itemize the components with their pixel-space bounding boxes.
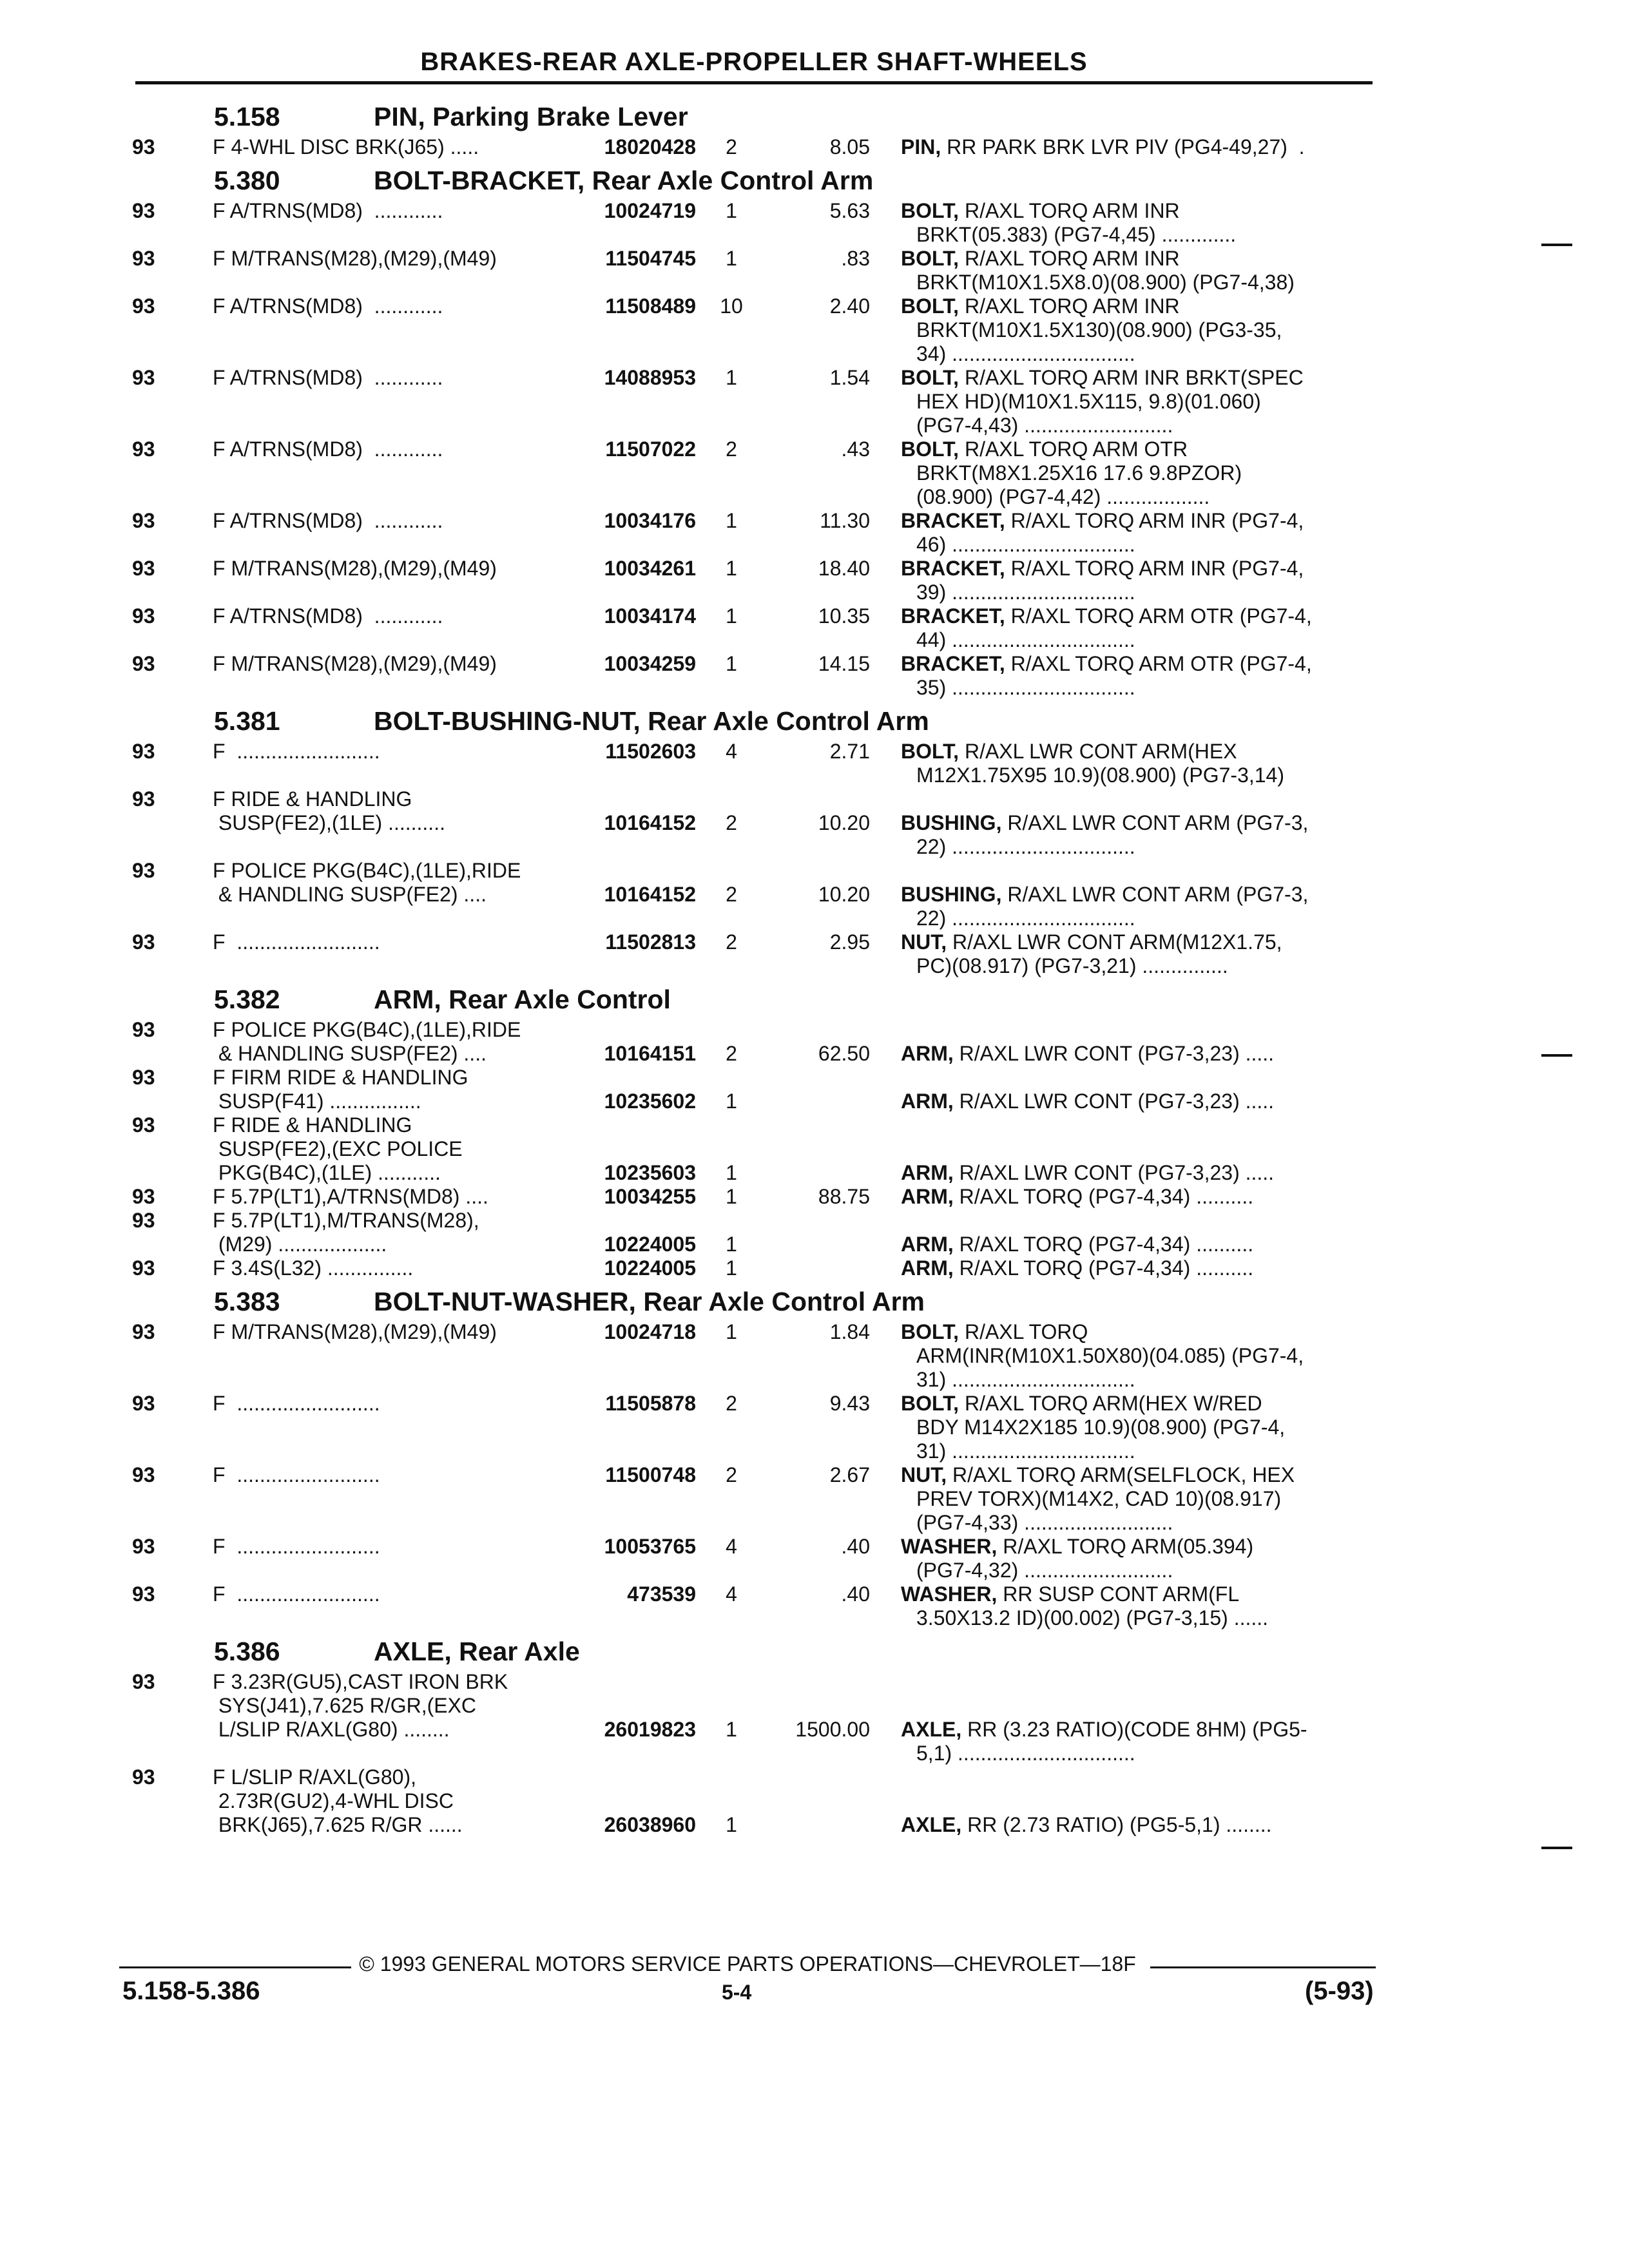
price: 10.20: [818, 883, 870, 906]
model-code: 93: [132, 135, 155, 159]
usage-line: F A/TRNS(MD8) ............: [213, 604, 443, 628]
usage-line: SUSP(FE2),(EXC POLICE: [213, 1137, 463, 1160]
section-heading: [0, 162, 1629, 199]
description-line: BRKT(M10X1.5X8.0)(08.900) (PG7-4,38): [916, 271, 1295, 294]
part-name-keyword: WASHER,: [901, 1535, 998, 1558]
part-row: [0, 1018, 1629, 1066]
part-number: 10164152: [604, 883, 696, 906]
footer-rule-left: [119, 1966, 351, 1968]
section-number: 5.381: [214, 706, 280, 736]
part-name-keyword: NUT,: [901, 930, 947, 954]
usage-line: SUSP(F41) ................: [213, 1090, 421, 1113]
quantity: 2: [726, 930, 737, 954]
section-number: 5.380: [214, 166, 280, 195]
quantity: 1: [726, 1256, 737, 1280]
price: 2.95: [829, 930, 870, 954]
quantity: 4: [726, 1582, 737, 1606]
description-line: M12X1.75X95 10.9)(08.900) (PG7-3,14): [916, 764, 1284, 787]
usage-line: BRK(J65),7.625 R/GR ......: [213, 1813, 463, 1836]
model-code: 93: [132, 1209, 155, 1232]
usage-line: F A/TRNS(MD8) ............: [213, 437, 443, 461]
page-title: BRAKES-REAR AXLE-PROPELLER SHAFT-WHEELS: [420, 48, 1088, 76]
description-line: 31) ................................: [916, 1368, 1135, 1391]
description-line: BRACKET, R/AXL TORQ ARM INR (PG7-4,: [901, 557, 1304, 580]
part-number: 14088953: [604, 366, 696, 389]
part-row: [0, 199, 1629, 247]
model-code: 93: [132, 652, 155, 675]
part-name-keyword: ARM,: [901, 1090, 954, 1113]
part-name-keyword: ARM,: [901, 1185, 954, 1208]
model-code: 93: [132, 509, 155, 532]
usage-line: L/SLIP R/AXL(G80) ........: [213, 1718, 450, 1741]
usage-line: & HANDLING SUSP(FE2) ....: [213, 1042, 487, 1065]
description-line: ARM, R/AXL TORQ (PG7-4,34) ..........: [901, 1185, 1254, 1208]
part-row: [0, 1670, 1629, 1765]
price: 1.54: [829, 366, 870, 389]
price: 10.20: [818, 811, 870, 834]
margin-mark: [1541, 1847, 1572, 1849]
description-line: AXLE, RR (3.23 RATIO)(CODE 8HM) (PG5-: [901, 1718, 1307, 1741]
section-name: AXLE, Rear Axle: [374, 1637, 580, 1666]
part-row: [0, 1113, 1629, 1185]
model-code: 93: [132, 1765, 155, 1789]
section-number: 5.383: [214, 1287, 280, 1316]
model-code: 93: [132, 1670, 155, 1693]
description-line: BRACKET, R/AXL TORQ ARM OTR (PG7-4,: [901, 604, 1312, 628]
part-number: 10034174: [604, 604, 696, 628]
price: 18.40: [818, 557, 870, 580]
usage-line: F M/TRANS(M28),(M29),(M49): [213, 1320, 497, 1343]
usage-line: & HANDLING SUSP(FE2) ....: [213, 883, 487, 906]
part-row: [0, 1392, 1629, 1463]
part-number: 10224005: [604, 1256, 696, 1280]
description-line: ARM, R/AXL LWR CONT (PG7-3,23) .....: [901, 1042, 1275, 1065]
description-line: NUT, R/AXL TORQ ARM(SELFLOCK, HEX: [901, 1463, 1295, 1486]
part-number: 10034261: [604, 557, 696, 580]
usage-line: F FIRM RIDE & HANDLING: [213, 1066, 468, 1089]
description-line: BOLT, R/AXL TORQ: [901, 1320, 1088, 1343]
usage-line: F A/TRNS(MD8) ............: [213, 294, 443, 318]
usage-line: F M/TRANS(M28),(M29),(M49): [213, 247, 497, 270]
usage-line: F RIDE & HANDLING: [213, 1113, 412, 1137]
part-name-keyword: BOLT,: [901, 199, 959, 222]
part-row: [0, 787, 1629, 859]
price: .83: [841, 247, 870, 270]
usage-line: F A/TRNS(MD8) ............: [213, 199, 443, 222]
part-number: 10034176: [604, 509, 696, 532]
usage-line: F 5.7P(LT1),M/TRANS(M28),: [213, 1209, 479, 1232]
quantity: 1: [726, 1813, 737, 1836]
model-code: 93: [132, 1185, 155, 1208]
part-number: 10034255: [604, 1185, 696, 1208]
price: .43: [841, 437, 870, 461]
model-code: 93: [132, 366, 155, 389]
quantity: 4: [726, 740, 737, 763]
usage-line: F .........................: [213, 930, 380, 954]
model-code: 93: [132, 1582, 155, 1606]
description-line: (PG7-4,32) ..........................: [916, 1559, 1173, 1582]
price: 62.50: [818, 1042, 870, 1065]
part-name-keyword: PIN,: [901, 135, 941, 159]
usage-line: F 4-WHL DISC BRK(J65) .....: [213, 135, 479, 159]
part-row: [0, 247, 1629, 294]
section-number: 5.382: [214, 985, 280, 1014]
description-line: BOLT, R/AXL TORQ ARM INR: [901, 294, 1180, 318]
part-number: 10053765: [604, 1535, 696, 1558]
quantity: 1: [726, 1233, 737, 1256]
description-line: 34) ................................: [916, 342, 1135, 365]
model-code: 93: [132, 557, 155, 580]
quantity: 1: [726, 557, 737, 580]
part-number: 473539: [627, 1582, 696, 1606]
description-line: BRKT(05.383) (PG7-4,45) .............: [916, 223, 1237, 246]
model-code: 93: [132, 1256, 155, 1280]
section-heading: [0, 981, 1629, 1018]
usage-line: F L/SLIP R/AXL(G80),: [213, 1765, 416, 1789]
part-number: 10235602: [604, 1090, 696, 1113]
description-line: 46) ................................: [916, 533, 1135, 556]
part-name-keyword: BUSHING,: [901, 811, 1002, 834]
footer-page-number: 5-4: [722, 1981, 752, 2004]
description-line: 35) ................................: [916, 676, 1135, 699]
model-code: 93: [132, 787, 155, 811]
description-line: PREV TORX)(M14X2, CAD 10)(08.917): [916, 1487, 1282, 1510]
model-code: 93: [132, 199, 155, 222]
part-name-keyword: AXLE,: [901, 1718, 962, 1741]
part-name-keyword: BOLT,: [901, 1320, 959, 1343]
part-row: [0, 604, 1629, 652]
description-line: (08.900) (PG7-4,42) ..................: [916, 485, 1210, 508]
quantity: 2: [726, 135, 737, 159]
usage-line: F 3.23R(GU5),CAST IRON BRK: [213, 1670, 508, 1693]
model-code: 93: [132, 294, 155, 318]
description-line: WASHER, R/AXL TORQ ARM(05.394): [901, 1535, 1254, 1558]
usage-line: F RIDE & HANDLING: [213, 787, 412, 811]
description-line: (PG7-4,43) ..........................: [916, 414, 1173, 437]
part-number: 11508489: [605, 294, 696, 318]
part-number: 10024718: [604, 1320, 696, 1343]
footer-rule-right: [1150, 1966, 1376, 1968]
section-heading: [0, 1283, 1629, 1320]
part-number: 11502603: [605, 740, 696, 763]
price: 2.67: [829, 1463, 870, 1486]
description-line: 39) ................................: [916, 581, 1135, 604]
usage-line: F POLICE PKG(B4C),(1LE),RIDE: [213, 859, 521, 882]
quantity: 2: [726, 437, 737, 461]
part-row: [0, 1535, 1629, 1582]
part-row: [0, 1256, 1629, 1280]
parts-list: [0, 95, 1629, 1837]
usage-line: F .........................: [213, 1463, 380, 1486]
description-line: NUT, R/AXL LWR CONT ARM(M12X1.75,: [901, 930, 1282, 954]
part-number: 10164152: [604, 811, 696, 834]
part-number: 11500748: [605, 1463, 696, 1486]
quantity: 1: [726, 247, 737, 270]
model-code: 93: [132, 930, 155, 954]
usage-line: F M/TRANS(M28),(M29),(M49): [213, 652, 497, 675]
usage-line: F 5.7P(LT1),A/TRNS(MD8) ....: [213, 1185, 488, 1208]
description-line: 3.50X13.2 ID)(00.002) (PG7-3,15) ......: [916, 1606, 1269, 1629]
model-code: 93: [132, 1066, 155, 1089]
part-number: 10164151: [604, 1042, 696, 1065]
description-line: BOLT, R/AXL TORQ ARM INR BRKT(SPEC: [901, 366, 1304, 389]
part-name-keyword: BOLT,: [901, 294, 959, 318]
part-name-keyword: BRACKET,: [901, 509, 1005, 532]
usage-line: F POLICE PKG(B4C),(1LE),RIDE: [213, 1018, 521, 1041]
part-name-keyword: BOLT,: [901, 247, 959, 270]
part-number: 10024719: [604, 199, 696, 222]
quantity: 1: [726, 366, 737, 389]
usage-line: F .........................: [213, 1582, 380, 1606]
price: .40: [841, 1535, 870, 1558]
part-number: 18020428: [604, 135, 696, 159]
model-code: 93: [132, 437, 155, 461]
description-line: BUSHING, R/AXL LWR CONT ARM (PG7-3,: [901, 883, 1309, 906]
quantity: 2: [726, 1042, 737, 1065]
part-row: [0, 557, 1629, 604]
part-number: 10235603: [604, 1161, 696, 1184]
quantity: 1: [726, 509, 737, 532]
section-name: BOLT-NUT-WASHER, Rear Axle Control Arm: [374, 1287, 925, 1316]
part-name-keyword: ARM,: [901, 1042, 954, 1065]
part-name-keyword: BRACKET,: [901, 604, 1005, 628]
part-name-keyword: BRACKET,: [901, 652, 1005, 675]
model-code: 93: [132, 740, 155, 763]
quantity: 1: [726, 1185, 737, 1208]
usage-line: PKG(B4C),(1LE) ...........: [213, 1161, 441, 1184]
price: 5.63: [829, 199, 870, 222]
section-name: ARM, Rear Axle Control: [374, 985, 671, 1014]
usage-line: 2.73R(GU2),4-WHL DISC: [213, 1789, 454, 1812]
part-name-keyword: WASHER,: [901, 1582, 998, 1606]
description-line: BRACKET, R/AXL TORQ ARM OTR (PG7-4,: [901, 652, 1312, 675]
usage-line: F .........................: [213, 1535, 380, 1558]
section-number: 5.386: [214, 1637, 280, 1666]
description-line: PIN, RR PARK BRK LVR PIV (PG4-49,27) .: [901, 135, 1305, 159]
price: 11.30: [820, 509, 870, 532]
footer-date: (5-93): [1305, 1977, 1374, 2005]
usage-line: SYS(J41),7.625 R/GR,(EXC: [213, 1694, 477, 1717]
title-rule: [135, 81, 1373, 84]
quantity: 1: [726, 1161, 737, 1184]
part-name-keyword: NUT,: [901, 1463, 947, 1486]
model-code: 93: [132, 1535, 155, 1558]
quantity: 1: [726, 1718, 737, 1741]
price: 9.43: [829, 1392, 870, 1415]
margin-mark: [1541, 1054, 1572, 1057]
usage-line: F .........................: [213, 740, 380, 763]
part-name-keyword: BUSHING,: [901, 883, 1002, 906]
part-number: 11505878: [605, 1392, 696, 1415]
model-code: 93: [132, 1463, 155, 1486]
footer-copyright: © 1993 GENERAL MOTORS SERVICE PARTS OPERATIONS—CHEVROLET—18F: [359, 1952, 1136, 1975]
section-heading: [0, 98, 1629, 135]
usage-line: F A/TRNS(MD8) ............: [213, 366, 443, 389]
quantity: 1: [726, 652, 737, 675]
usage-line: F A/TRNS(MD8) ............: [213, 509, 443, 532]
description-line: BUSHING, R/AXL LWR CONT ARM (PG7-3,: [901, 811, 1309, 834]
description-line: 22) ................................: [916, 907, 1135, 930]
quantity: 2: [726, 1392, 737, 1415]
description-line: BOLT, R/AXL LWR CONT ARM(HEX: [901, 740, 1237, 763]
description-line: ARM, R/AXL LWR CONT (PG7-3,23) .....: [901, 1090, 1275, 1113]
part-name-keyword: BOLT,: [901, 366, 959, 389]
part-row: [0, 930, 1629, 978]
description-line: BRACKET, R/AXL TORQ ARM INR (PG7-4,: [901, 509, 1304, 532]
part-number: 11502813: [605, 930, 696, 954]
part-row: [0, 740, 1629, 787]
part-row: [0, 294, 1629, 366]
part-name-keyword: ARM,: [901, 1233, 954, 1256]
description-line: ARM, R/AXL LWR CONT (PG7-3,23) .....: [901, 1161, 1275, 1184]
description-line: (PG7-4,33) ..........................: [916, 1511, 1173, 1534]
section-name: BOLT-BUSHING-NUT, Rear Axle Control Arm: [374, 706, 929, 736]
part-name-keyword: BOLT,: [901, 1392, 959, 1415]
description-line: ARM, R/AXL TORQ (PG7-4,34) ..........: [901, 1233, 1254, 1256]
price: 10.35: [818, 604, 870, 628]
price: 1500.00: [795, 1718, 870, 1741]
part-name-keyword: ARM,: [901, 1256, 954, 1280]
description-line: ARM(INR(M10X1.50X80)(04.085) (PG7-4,: [916, 1344, 1304, 1367]
price: .40: [841, 1582, 870, 1606]
description-line: 5,1) ...............................: [916, 1742, 1135, 1765]
part-number: 26019823: [604, 1718, 696, 1741]
quantity: 1: [726, 199, 737, 222]
quantity: 1: [726, 1090, 737, 1113]
part-row: [0, 135, 1629, 159]
part-row: [0, 652, 1629, 700]
part-row: [0, 1463, 1629, 1535]
description-line: ARM, R/AXL TORQ (PG7-4,34) ..........: [901, 1256, 1254, 1280]
part-row: [0, 509, 1629, 557]
description-line: 44) ................................: [916, 628, 1135, 651]
description-line: HEX HD)(M10X1.5X115, 9.8)(01.060): [916, 390, 1261, 413]
price: 2.71: [829, 740, 870, 763]
description-line: WASHER, RR SUSP CONT ARM(FL: [901, 1582, 1240, 1606]
price: 88.75: [818, 1185, 870, 1208]
model-code: 93: [132, 859, 155, 882]
description-line: BOLT, R/AXL TORQ ARM INR: [901, 199, 1180, 222]
description-line: BOLT, R/AXL TORQ ARM OTR: [901, 437, 1188, 461]
part-name-keyword: BOLT,: [901, 740, 959, 763]
part-row: [0, 859, 1629, 930]
part-number: 10224005: [604, 1233, 696, 1256]
price: 14.15: [818, 652, 870, 675]
description-line: 22) ................................: [916, 835, 1135, 858]
description-line: BRKT(M8X1.25X16 17.6 9.8PZOR): [916, 461, 1242, 485]
usage-line: (M29) ...................: [213, 1233, 387, 1256]
model-code: 93: [132, 604, 155, 628]
model-code: 93: [132, 1018, 155, 1041]
description-line: BOLT, R/AXL TORQ ARM INR: [901, 247, 1180, 270]
description-line: BRKT(M10X1.5X130)(08.900) (PG3-35,: [916, 318, 1282, 341]
description-line: 31) ................................: [916, 1439, 1135, 1463]
part-name-keyword: BOLT,: [901, 437, 959, 461]
model-code: 93: [132, 1113, 155, 1137]
section-heading: [0, 1633, 1629, 1670]
part-number: 10034259: [604, 652, 696, 675]
model-code: 93: [132, 1320, 155, 1343]
quantity: 2: [726, 883, 737, 906]
part-row: [0, 1209, 1629, 1256]
footer-section-range: 5.158-5.386: [122, 1977, 260, 2005]
part-row: [0, 1185, 1629, 1209]
section-heading: [0, 702, 1629, 740]
price: 8.05: [829, 135, 870, 159]
quantity: 1: [726, 604, 737, 628]
quantity: 1: [726, 1320, 737, 1343]
model-code: 93: [132, 247, 155, 270]
section-number: 5.158: [214, 102, 280, 131]
description-line: BOLT, R/AXL TORQ ARM(HEX W/RED: [901, 1392, 1262, 1415]
description-line: AXLE, RR (2.73 RATIO) (PG5-5,1) ........: [901, 1813, 1272, 1836]
quantity: 2: [726, 1463, 737, 1486]
part-name-keyword: ARM,: [901, 1161, 954, 1184]
model-code: 93: [132, 1392, 155, 1415]
section-name: BOLT-BRACKET, Rear Axle Control Arm: [374, 166, 874, 195]
part-name-keyword: AXLE,: [901, 1813, 962, 1836]
price: 2.40: [829, 294, 870, 318]
usage-line: F .........................: [213, 1392, 380, 1415]
quantity: 4: [726, 1535, 737, 1558]
part-row: [0, 1066, 1629, 1113]
part-row: [0, 1765, 1629, 1837]
usage-line: F 3.4S(L32) ...............: [213, 1256, 414, 1280]
part-row: [0, 1582, 1629, 1630]
margin-mark: [1541, 244, 1572, 246]
quantity: 10: [720, 294, 743, 318]
part-name-keyword: BRACKET,: [901, 557, 1005, 580]
price: 1.84: [829, 1320, 870, 1343]
part-row: [0, 366, 1629, 437]
description-line: PC)(08.917) (PG7-3,21) ...............: [916, 954, 1228, 977]
part-row: [0, 437, 1629, 509]
quantity: 2: [726, 811, 737, 834]
usage-line: SUSP(FE2),(1LE) ..........: [213, 811, 445, 834]
usage-line: F M/TRANS(M28),(M29),(M49): [213, 557, 497, 580]
part-number: 11507022: [605, 437, 696, 461]
part-number: 26038960: [604, 1813, 696, 1836]
part-row: [0, 1320, 1629, 1392]
section-name: PIN, Parking Brake Lever: [374, 102, 688, 131]
description-line: BDY M14X2X185 10.9)(08.900) (PG7-4,: [916, 1416, 1286, 1439]
part-number: 11504745: [605, 247, 696, 270]
